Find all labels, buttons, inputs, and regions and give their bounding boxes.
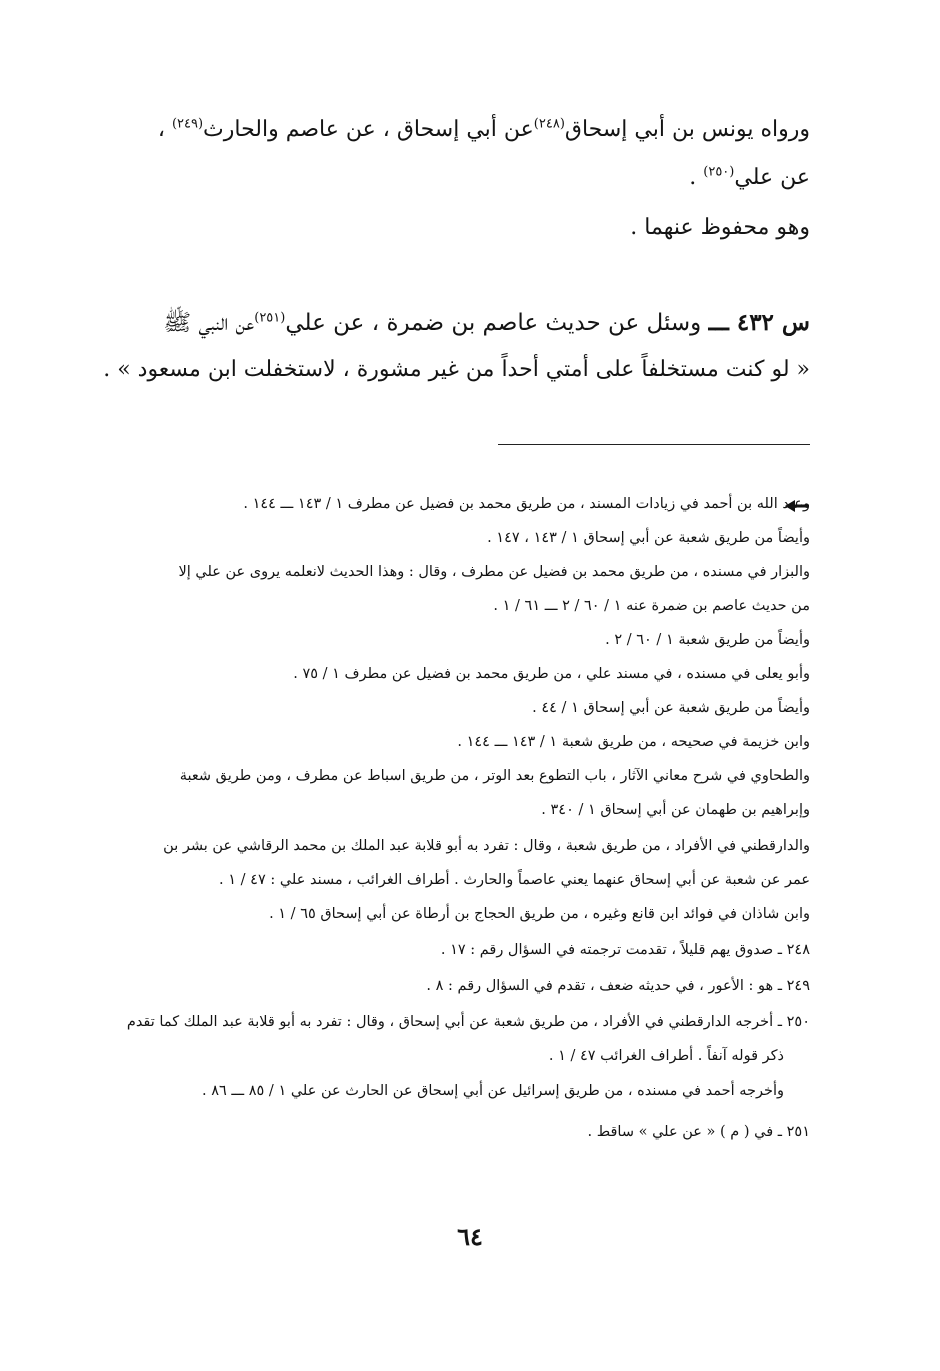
footnote-reference: (٢٥٠): [703, 164, 735, 180]
footnote-line: من حديث عاصم بن ضمرة عنه ١ / ٦٠ / ٢ ـــ ٦١ / ١ .: [493, 598, 810, 614]
footnote-line: وابن شاذان في فوائد ابن قانع وغيره ، من طريق الحجاج بن أرطاة عن أبي إسحاق ٦٥ / ١ .: [269, 906, 810, 922]
page-number: ٦٤: [457, 1222, 483, 1251]
footnote-line: وأيضاً من طريق شعبة عن أبي إسحاق ١ / ٤٤ .: [532, 700, 810, 716]
main-text: ورواه يونس بن أبي إسحاق: [564, 117, 810, 142]
main-text: ،: [157, 117, 172, 142]
question-line-1: [163, 308, 810, 342]
main-text: وهو محفوظ عنهما .: [630, 215, 810, 240]
footnote-line: وإبراهيم بن طهمان عن أبي إسحاق ١ / ٣٤٠ .: [541, 802, 810, 818]
main-text: عن أبي إسحاق ، عن عاصم والحارث: [203, 117, 534, 142]
main-paragraph-line-2: [689, 165, 810, 190]
footnote-line: وعبد الله بن أحمد في زيادات المسند ، من طريق محمد بن فضيل عن مطرف ١ / ١٤٣ ـــ ١٤٤ .: [243, 496, 810, 512]
question-label: س ٤٣٢ ـــ: [708, 309, 810, 336]
footnote-entry-248: ٢٤٨ ـ صدوق يهم قليلاً ، تقدمت ترجمته في السؤال رقم : ١٧ .: [440, 942, 810, 958]
footnote-entry-251: ٢٥١ ـ في ( م ) « عن علي » ساقط .: [587, 1124, 810, 1140]
footnote-reference: (٢٥١): [254, 310, 286, 326]
main-paragraph-line-1: [158, 117, 810, 142]
footnote-reference: (٢٤٨): [533, 116, 565, 132]
main-text: .: [689, 165, 704, 190]
footnote-line: وأيضاً من طريق شعبة ١ / ٦٠ / ٢ .: [605, 632, 810, 648]
question-text: وسئل عن حديث عاصم بن ضمرة ، عن علي: [285, 310, 709, 336]
footnote-line: والدارقطني في الأفراد ، من طريق شعبة ، وقال : تفرد به أبو قلابة عبد الملك بن محمد الرقاشي عن بشر بن: [163, 838, 810, 854]
footnote-line: ذكر قوله آنفاً . أطراف الغرائب ٤٧ / ١ .: [548, 1048, 784, 1064]
footnote-line: والبزار في مسنده ، من طريق محمد بن فضيل عن مطرف ، وقال : وهذا الحديث لانعلمه يروى عن علي إلا: [178, 564, 810, 580]
question-text: « لو كنت مستخلفاً على أمتي أحداً من غير مشورة ، لاستخفلت ابن مسعود » .: [103, 357, 810, 382]
footnote-entry-250: ٢٥٠ ـ أخرجه الدارقطني في الأفراد ، من طريق شعبة عن أبي إسحاق ، وقال : تفرد به أبو قلابة عبد الملك كما تقدم: [126, 1014, 810, 1030]
footnote-line: عمر عن شعبة عن أبي إسحاق عنهما يعني عاصماً والحارث . أطراف الغرائب ، مسند علي : ٤٧ / ١ .: [219, 872, 810, 888]
main-text: عن علي: [734, 165, 810, 190]
main-paragraph-2: [630, 215, 810, 240]
question-line-2: [103, 357, 810, 382]
question-text: عن النبي ﷺ: [163, 310, 255, 336]
footnote-line: وأبو يعلى في مسنده ، في مسند علي ، من طريق محمد بن فضيل عن مطرف ١ / ٧٥ .: [293, 666, 810, 682]
footnote-line: وابن خزيمة في صحيحه ، من طريق شعبة ١ / ١٤٣ ـــ ١٤٤ .: [457, 734, 810, 750]
footnote-line: والطحاوي في شرح معاني الآثار ، باب التطوع بعد الوتر ، من طريق اسباط عن مطرف ، ومن طريق شعبة: [179, 768, 810, 784]
footnote-reference: (٢٤٩): [171, 116, 204, 132]
footnote-line: وأخرجه أحمد في مسنده ، من طريق إسرائيل عن أبي إسحاق عن الحارث عن علي ١ / ٨٥ ـــ ٨٦ .: [201, 1083, 784, 1099]
footnote-line: وأيضاً من طريق شعبة عن أبي إسحاق ١ / ١٤٣ ، ١٤٧ .: [487, 530, 810, 546]
footnote-separator: [498, 444, 810, 445]
footnote-entry-249: ٢٤٩ ـ هو : الأعور ، في حديثه ضعف ، تقدم في السؤال رقم : ٨ .: [426, 978, 810, 994]
